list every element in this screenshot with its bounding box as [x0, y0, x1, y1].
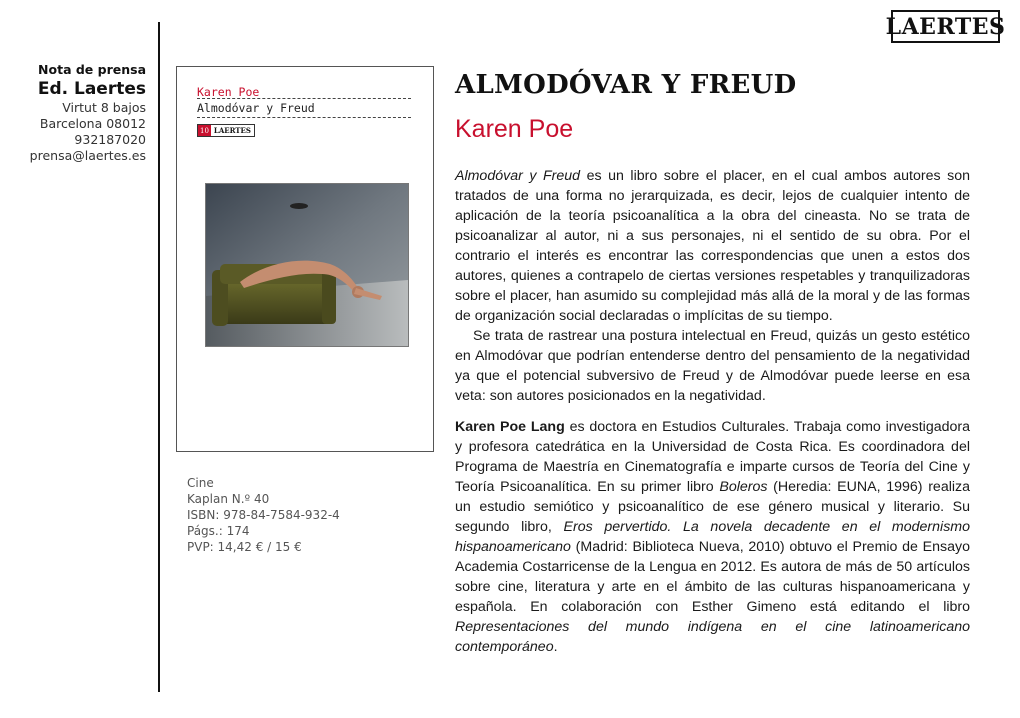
cover-series-number: 10 — [200, 126, 209, 135]
address-line: Virtut 8 bajos — [62, 100, 146, 115]
phone-number[interactable]: 932187020 — [74, 132, 146, 147]
synopsis-title-ref: Almodóvar y Freud — [455, 168, 581, 184]
bio-text-1: es doctora en Estudios Culturales. Trabaja como investigadora y profesora catedrática en la Universidad de Costa Rica. Es coordinadora del Programa de Maestría en Cinematografía e imparte cursos de Teoría del Cine y Teoría Psicoanalítica. En su primer libro — [455, 419, 970, 495]
cover-photo — [205, 183, 409, 347]
publisher-name: Ed. Laertes — [37, 79, 146, 99]
synopsis-paragraph-1 — [455, 166, 970, 326]
city-line: Barcelona 08012 — [39, 116, 146, 131]
cover-title: Almodóvar y Freud — [197, 101, 315, 115]
cover-author: Karen Poe — [197, 85, 260, 99]
author-bio — [455, 417, 970, 657]
bio-book-eros: Eros pervertido. La novela decadente en el modernismo hispanoamericano — [455, 519, 970, 555]
cover-rule-bottom — [197, 117, 411, 118]
book-author: Karen Poe — [455, 115, 574, 143]
book-cover — [176, 66, 434, 452]
bio-text-2: (Heredia: EUNA, 1996) realiza un estudio semiótico y psicoanalítico de ese género musical y literario. Su segundo libro, — [455, 479, 970, 535]
cover-photo-illustration — [206, 184, 408, 346]
press-text — [455, 166, 970, 657]
spec-isbn: ISBN: 978-84-7584-932-4 — [187, 508, 340, 522]
bio-text-4: . — [553, 639, 558, 655]
bio-text-3: (Madrid: Biblioteca Nueva, 2010) obtuvo el Premio de Ensayo Academia Costarricense de la Lengua en 2012. Es autora de más de 50 artículos sobre cine, literatura y arte en el ámbito de las culturas hispanoamericana y española. En colaboración con Esther Gimeno está editando el libro — [455, 539, 970, 615]
email-address[interactable]: prensa@laertes.es — [29, 148, 146, 163]
spec-category: Cine — [187, 476, 214, 490]
spec-pages: Págs.: 174 — [187, 524, 250, 538]
contact-block — [30, 62, 146, 164]
press-note-label: Nota de prensa — [38, 62, 146, 77]
laertes-logo: LAERTES — [891, 10, 1000, 43]
bio-book-boleros: Boleros — [719, 479, 768, 495]
book-title: ALMODÓVAR Y FREUD — [455, 70, 797, 100]
spec-collection: Kaplan N.º 40 — [187, 492, 270, 506]
book-specs — [187, 475, 340, 555]
sidebar-divider — [158, 22, 160, 692]
cover-rule-top — [197, 98, 411, 99]
spec-price: PVP: 14,42 € / 15 € — [187, 540, 302, 554]
main-content — [455, 70, 970, 657]
bio-book-representaciones: Representaciones del mundo indígena en el cine latinoamericano contemporáneo — [455, 619, 970, 655]
bio-author-name: Karen Poe Lang — [455, 419, 565, 435]
cover-publisher: LAERTES — [213, 126, 251, 135]
synopsis-paragraph-2: Se trata de rastrear una postura intelectual en Freud, quizás un gesto estético en Almodóvar que podrían entenderse dentro del pensamiento de la negatividad ya que el potencial subversivo de Freud y de Almodóvar puede leerse en esa veta: son autores posicionados en la negatividad. — [455, 328, 970, 404]
synopsis-text-1: es un libro sobre el placer, en el cual ambos autores son tratados de una forma no jerarquizada, es decir, lejos de cualquier intento de aplicación de la teoría psicoanalítica a la obra del cineasta. No se trata de psicoanalizar al autor, ni a sus personajes, ni el sentido de su obra. Por el contrario el interés es encontrar las correspondencias que unen a estos dos autores, quienes a contrapelo de ciertas versiones respetables y tranquilizadoras sobre el placer, han asumido su complejidad más allá de la moral y de las formas de organización social declaradas o implícitas de su tiempo. — [455, 168, 970, 324]
cover-publisher-badge — [197, 124, 255, 137]
